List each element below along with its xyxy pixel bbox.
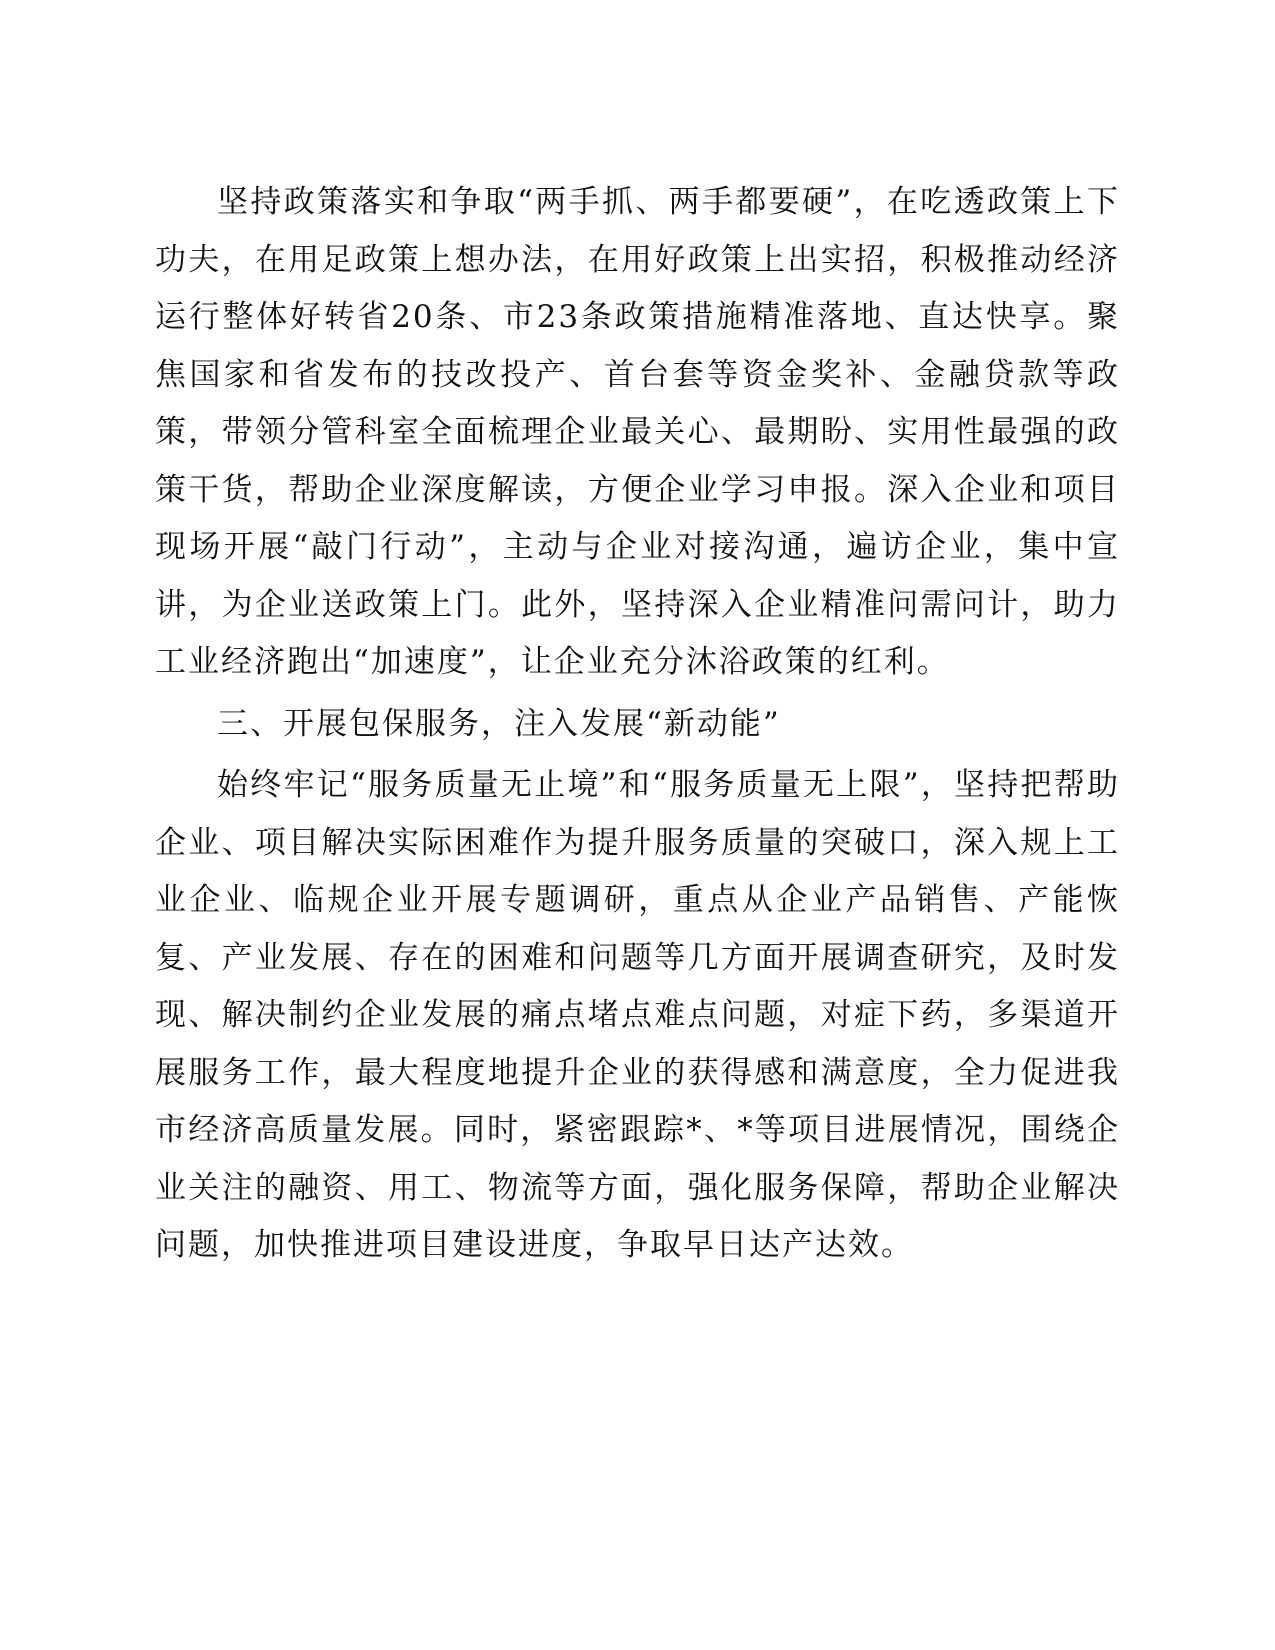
document-body [155,174,1120,1275]
section-heading-three: 三、开展包保服务，注入发展“新动能” [217,705,781,742]
paragraph-service-guarantee: 始终牢记“服务质量无止境”和“服务质量无上限”，坚持把帮助企业、项目解决实际困难作为提升服务质量的突破口，深入规上工业企业、临规企业开展专题调研，重点从企业产品销售、产能恢复、产业发展、存在的困难和问题等几方面开展调查研究，及时发现、解决制约企业发展的痛点堵点难点问题，对症下药，多渠道开展服务工作，最大程度地提升企业的获得感和满意度，全力促进我市经济高质量发展。同时，紧密跟踪*、*等项目进展情况，围绕企业关注的融资、用工、物流等方面，强化服务保障，帮助企业解决问题，加快推进项目建设进度，争取早日达产达效。 [155,767,1120,1263]
paragraph-policy-implementation: 坚持政策落实和争取“两手抓、两手都要硬”，在吃透政策上下功夫，在用足政策上想办法，在用好政策上出实招，积极推动经济运行整体好转省20条、市23条政策措施精准落地、直达快享。聚焦国家和省发布的技改投产、首台套等资金奖补、金融贷款等政策，带领分管科室全面梳理企业最关心、最期盼、实用性最强的政策干货，帮助企业深度解读，方便企业学习申报。深入企业和项目现场开展“敲门行动”，主动与企业对接沟通，遍访企业，集中宣讲，为企业送政策上门。此外，坚持深入企业精准问需问计，助力工业经济跑出“加速度”，让企业充分沐浴政策的红利。 [155,184,1120,680]
